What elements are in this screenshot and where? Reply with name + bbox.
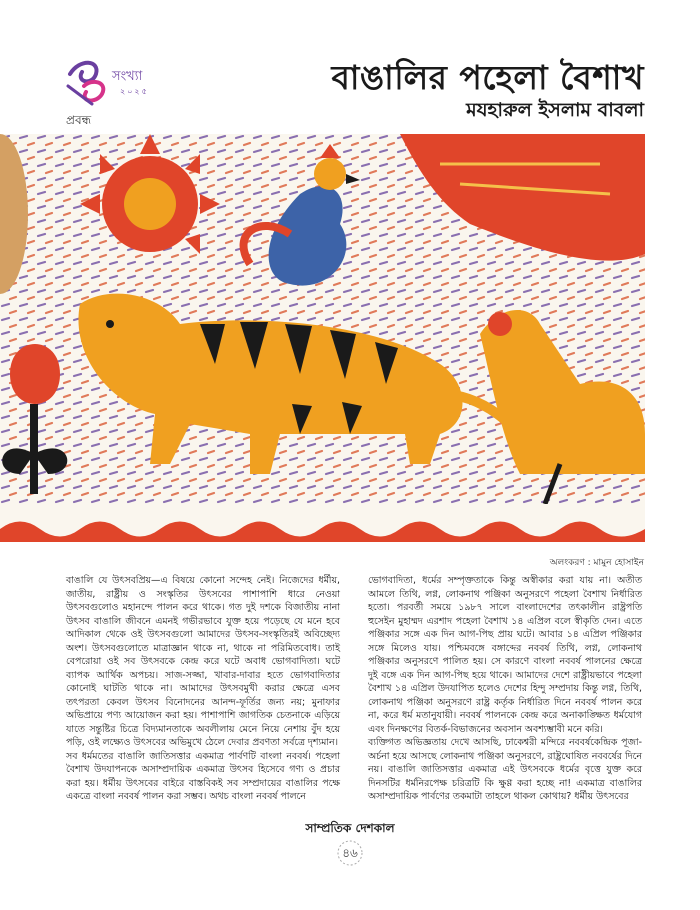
folk-art-illustration xyxy=(0,134,645,542)
body-column-right xyxy=(368,574,642,804)
article-author: মযহারুল ইসলাম বাবলা xyxy=(466,99,644,121)
body-paragraph: বাঙালি যে উৎসবপ্রিয়—এ বিষয়ে কোনো সন্দেহ নেই। নিজেদের ধর্মীয়, জাতীয়, রাষ্ট্রীয় ও সংস্কৃতির উৎসবের পাশাপাশি ধারে নেওয়া উৎসবগুলোও মহানন্দে পালন করে থাকে। গত দুই দশকে বিজাতীয় নানা উৎসব বাঙালি জীবনে এমনই গভীরভাবে যুক্ত হয়ে পড়েছে যে মনে হবে আদিকাল থেকে ওই উৎসবগুলো আমাদের উৎসব-সংস্কৃতিরই অবিচ্ছেদ্য অংশ। উৎসবগুলোতে মাত্রাজ্ঞান থাকে না, থাকে না পরিমিতবোধ। তাই বেপরোয়া ওই সব উৎসবকে কেন্দ্র করে ঘটে অবাধ ভোগবাদিতা। ঘটে ব্যাপক আর্থিক অপচয়। সাজ-সজ্জা, খাবার-দাবার হতে ভোগবাদিতার কোনোই ঘাটতি থাকে না। আমাদের উৎসবমুখী করার ক্ষেত্রে এসব তৎপরতা কেবল উৎসব বিনোদনের আনন্দ-ফূর্তির জন্য নয়; মুনাফার অভিপ্রায়ে পণ্য আয়োজন করা হয়। পাশাপাশি জাগতিক চেতনাকে এড়িয়ে যাতে সন্তুষ্টির চিত্রে বিদ্যমানতাকে অবলীলায় মেনে নিয়ে নেশায় বুঁদ হয়ে পড়ি, ওই লক্ষ্যেও উৎসবের অভিমুখে ঠেলে দেবার প্রবণতা সর্বত্রে দৃশ্যমান। xyxy=(66,575,340,748)
logo-year: ২০২৫ xyxy=(120,87,149,96)
page-number: ৪৬ xyxy=(342,846,358,860)
publication-name: সাম্প্রতিক দেশকাল xyxy=(305,821,395,835)
body-paragraph: ব্যক্তিগত অভিজ্ঞতায় দেখে আসছি, ঢাকেশ্বরী মন্দিরে নববর্ষকেন্দ্রিক পূজা-অর্চনা হয়ে আসছে লোকনাথ পঞ্জিকা অনুসরণে, রাষ্ট্রঘোষিত নববর্ষের দিনে নয়। বাঙালি জাতিসত্তার একমাত্র এই উৎসবকে ধর্মের বৃত্তে যুক্ত করে দিনসটির ধর্মনিরপেক্ষ চরিত্রটি কি ক্ষুণ্ণ করা হচ্ছে না! একমাত্র বাঙালির অসাম্প্রদায়িক পার্বণের তকমাটা তাহলে থাকল কোথায়? ধর্মীয় উৎসবের xyxy=(368,737,642,802)
body-paragraph: সব ধর্মমতের বাঙালি জাতিসত্তার একমাত্র পার্বণটি বাংলা নববর্ষ। পহেলা বৈশাখ উদযাপনকে অসাম্প্রদায়িক একমাত্র উৎসব হিসেবে গণ্য ও প্রচার করা হয়। ধর্মীয় উৎসবের বাইরে বাস্তবিকই সব সম্প্রদায়ের বাঙালির পক্ষে একত্রে বাংলা নববর্ষ পালন করা সম্ভব। অথচ বাংলা নববর্ষ পালনে xyxy=(66,750,340,802)
body-paragraph: ভোগবাদিতা, ধর্মের সম্পৃক্ততাকে কিন্তু অস্বীকার করা যায় না। অতীত আমলে তিথি, লগ্ন, লোকনাথ পঞ্জিকা অনুসরণে পহেলা বৈশাখ নির্ধারিত হতো। পরবর্তী সময়ে ১৯৮৭ সালে বাংলাদেশের তৎকালীন রাষ্ট্রপতি হুসেইন মুহাম্মদ এরশাদ পহেলা বৈশাখ ১৪ এপ্রিল বলে স্বীকৃতি দেন। এতে পঞ্জিকার সঙ্গে এক দিন আগ-পিছ প্রায় ঘটে। আবার ১৪ এপ্রিল পঞ্জিকার সঙ্গে মিলেও যায়। পশ্চিমবঙ্গে বঙ্গাব্দের নববর্ষ তিথি, লগ্ন, লোকনাথ পঞ্জিকার অনুসরণে পালিত হয়। সে কারণে বাংলা নববর্ষ পালনের ক্ষেত্রে দুই বঙ্গে এক দিন আগ-পিছ হয়ে থাকে। আমাদের দেশে রাষ্ট্রীয়ভাবে পহেলা বৈশাখ ১৪ এপ্রিল উদযাপিত হলেও দেশের হিন্দু সম্প্রদায় কিন্তু লগ্ন, তিথি, লোকনাথ পঞ্জিকা অনুসরণে রাষ্ট্র কর্তৃক নির্ধারিত দিনে নববর্ষ পালন করে না, করে ধর্ম মতানুযায়ী। নববর্ষ পালনকে কেন্দ্র করে অনাকাঙ্ক্ষিত ধর্মযোগ এবং দিনক্ষণের বিতর্ক-বিভাজনের অবসান অবশ্যম্ভাবী মনে করি। xyxy=(368,575,642,735)
body-column-left xyxy=(66,574,340,804)
magazine-logo xyxy=(62,56,172,108)
page-number-badge xyxy=(330,838,370,868)
section-label: প্রবন্ধ xyxy=(66,113,92,127)
illustration-credit: অলংকরণ : মামুন হোসাইন xyxy=(549,558,644,568)
logo-text: সংখ্যা xyxy=(112,69,143,84)
article-title: বাঙালির পহেলা বৈশাখ xyxy=(331,58,644,97)
